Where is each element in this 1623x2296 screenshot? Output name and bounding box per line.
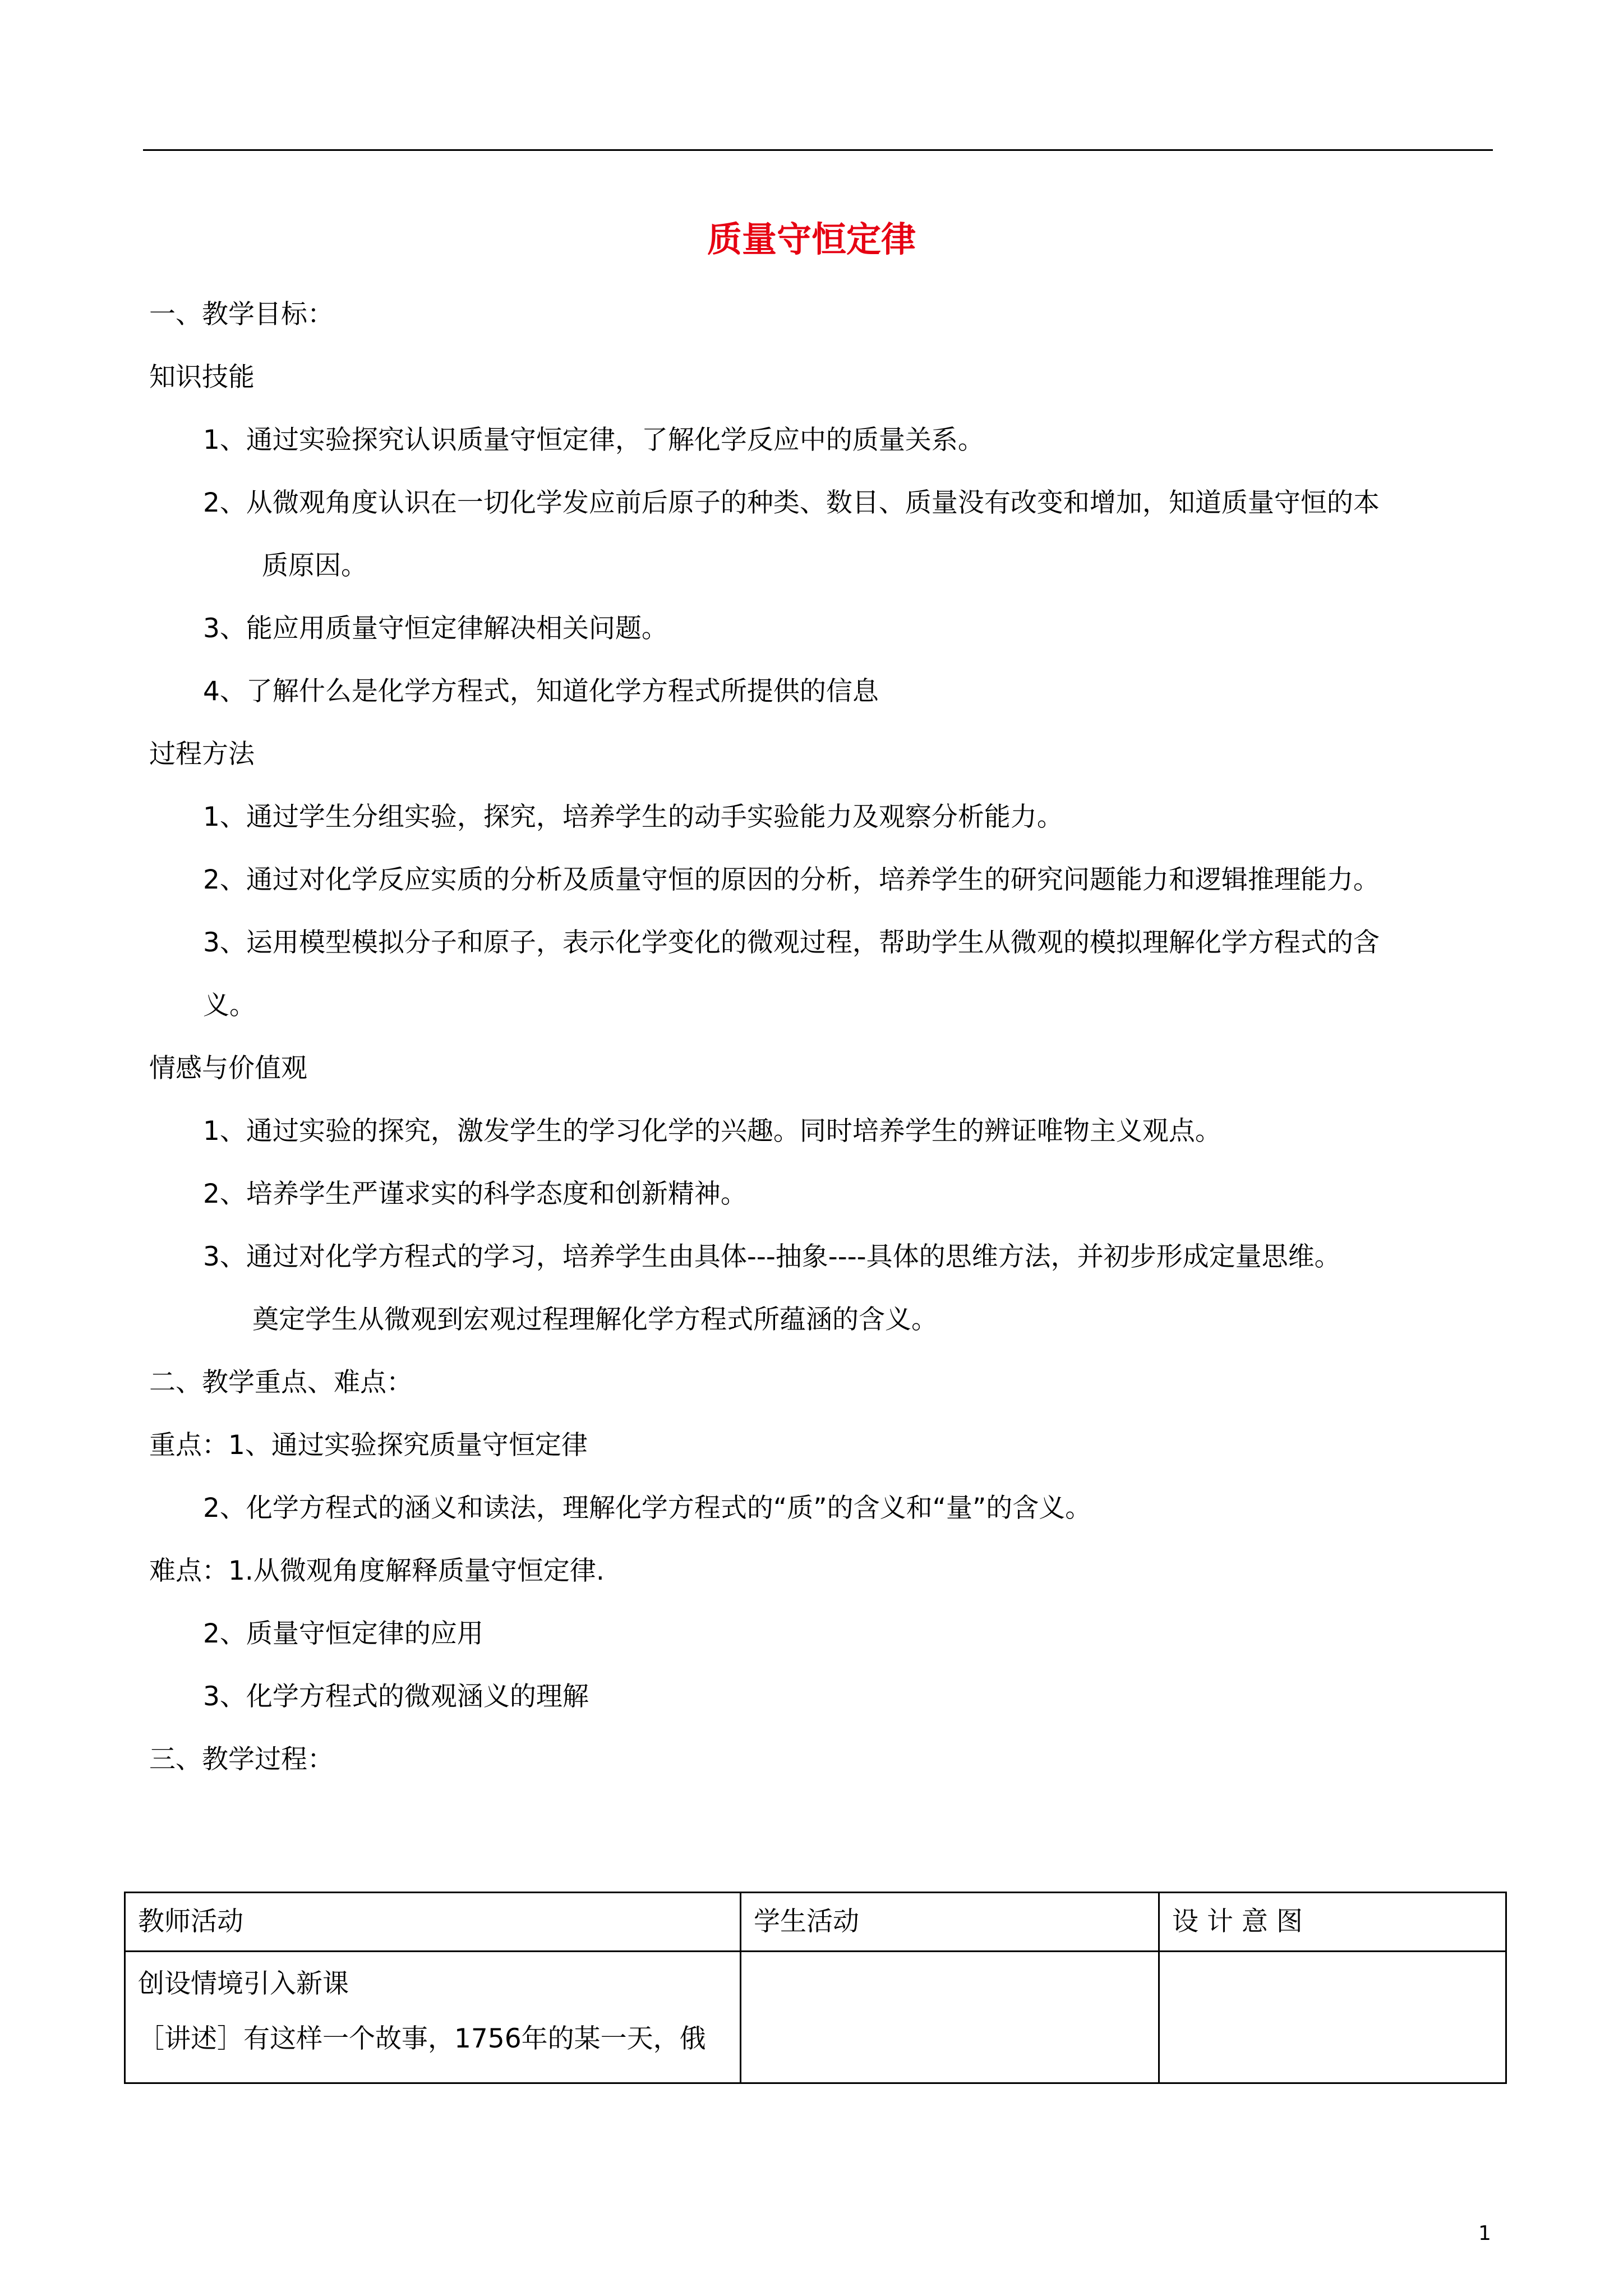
difficulty-3: 3、化学方程式的微观涵义的理解	[203, 1681, 589, 1712]
page-number: 1	[1478, 2222, 1491, 2245]
values-item-3-cont: 奠定学生从微观到宏观过程理解化学方程式所蕴涵的含义。	[252, 1304, 938, 1335]
table-row	[125, 1952, 1506, 2083]
knowledge-item-1: 1、通过实验探究认识质量守恒定律，了解化学反应中的质量关系。	[203, 425, 984, 455]
values-item-1: 1、通过实验的探究，激发学生的学习化学的兴趣。同时培养学生的辨证唯物主义观点。	[203, 1116, 1221, 1147]
process-item-3-cont: 义。	[203, 990, 256, 1021]
section-heading-teaching-process: 三、教学过程：	[149, 1744, 334, 1775]
knowledge-item-2-cont: 质原因。	[262, 550, 367, 581]
teacher-activity-line-1: 创设情境引入新课	[138, 1968, 349, 1999]
header-rule	[143, 149, 1493, 151]
subheading-knowledge-skills: 知识技能	[149, 362, 255, 393]
header-student-activity: 学生活动	[741, 1893, 1159, 1952]
key-point-2: 2、化学方程式的涵义和读法，理解化学方程式的“质”的含义和“量”的含义。	[203, 1493, 1092, 1524]
teacher-activity-line-2: ［讲述］有这样一个故事，1756年的某一天，俄	[138, 2023, 706, 2054]
values-item-3: 3、通过对化学方程式的学习，培养学生由具体---抽象----具体的思维方法，并初步形成定量思维。	[203, 1241, 1341, 1272]
process-item-2: 2、通过对化学反应实质的分析及质量守恒的原因的分析，培养学生的研究问题能力和逻辑推理能力。	[203, 864, 1380, 895]
teaching-process-table	[124, 1892, 1507, 2084]
header-design-intent: 设 计 意 图	[1159, 1893, 1506, 1952]
header-teacher-activity: 教师活动	[125, 1893, 741, 1952]
section-heading-objectives: 一、教学目标：	[149, 299, 334, 330]
process-item-1: 1、通过学生分组实验，探究，培养学生的动手实验能力及观察分析能力。	[203, 802, 1063, 832]
difficulty-2: 2、质量守恒定律的应用	[203, 1618, 483, 1649]
key-point-1: 重点：1、通过实验探究质量守恒定律	[149, 1430, 588, 1461]
process-item-3: 3、运用模型模拟分子和原子，表示化学变化的微观过程，帮助学生从微观的模拟理解化学方程式的含	[203, 927, 1380, 958]
document-title: 质量守恒定律	[707, 219, 916, 260]
difficulty-1: 难点：1.从微观角度解释质量守恒定律.	[149, 1556, 605, 1586]
subheading-emotions-values: 情感与价值观	[149, 1053, 307, 1084]
student-activity-cell	[741, 1952, 1159, 2083]
design-intent-cell	[1159, 1952, 1506, 2083]
knowledge-item-2: 2、从微观角度认识在一切化学发应前后原子的种类、数目、质量没有改变和增加，知道质量守恒的本	[203, 487, 1380, 518]
teacher-activity-cell	[125, 1952, 741, 2083]
knowledge-item-4: 4、了解什么是化学方程式，知道化学方程式所提供的信息	[203, 676, 879, 707]
knowledge-item-3: 3、能应用质量守恒定律解决相关问题。	[203, 613, 668, 644]
subheading-process-methods: 过程方法	[149, 739, 255, 770]
section-heading-key-points: 二、教学重点、难点：	[149, 1367, 413, 1398]
values-item-2: 2、培养学生严谨求实的科学态度和创新精神。	[203, 1179, 747, 1209]
table-header-row	[125, 1893, 1506, 1952]
